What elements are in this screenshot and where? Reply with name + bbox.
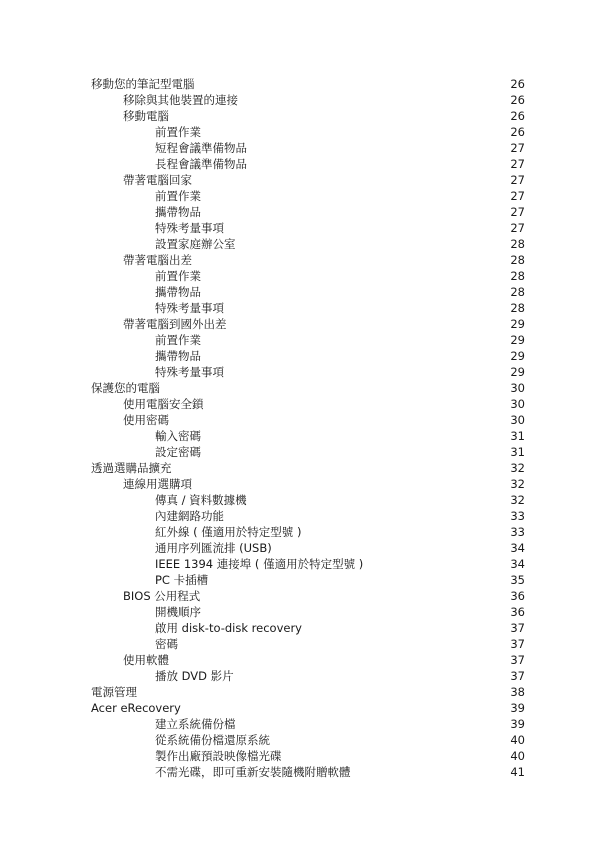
toc-entry-title: 連線用選購項	[123, 477, 192, 491]
toc-entry[interactable]	[0, 684, 604, 700]
toc-entry-title: 內建網路功能	[155, 509, 224, 523]
toc-entry[interactable]	[0, 332, 604, 348]
toc-entry[interactable]	[0, 172, 604, 188]
toc-entry-page-number: 26	[510, 125, 525, 139]
toc-entry-page-number: 31	[510, 445, 525, 459]
toc-entry-page-number: 29	[510, 317, 525, 331]
toc-entry-title: 移動電腦	[123, 109, 169, 123]
toc-entry[interactable]	[0, 92, 604, 108]
toc-entry[interactable]	[0, 204, 604, 220]
toc-entry[interactable]	[0, 300, 604, 316]
toc-entry[interactable]	[0, 108, 604, 124]
toc-entry-title: 保護您的電腦	[91, 381, 160, 395]
toc-entry-page-number: 29	[510, 365, 525, 379]
toc-entry-title: BIOS 公用程式	[123, 589, 201, 603]
toc-entry-title: 建立系統備份檔	[155, 717, 236, 731]
toc-entry-title: 前置作業	[155, 125, 201, 139]
toc-entry[interactable]	[0, 348, 604, 364]
toc-entry-page-number: 37	[510, 621, 525, 635]
toc-entry[interactable]	[0, 268, 604, 284]
toc-entry-title: 攜帶物品	[155, 349, 201, 363]
toc-entry-title: 密碼	[155, 637, 178, 651]
toc-entry-title: IEEE 1394 連接埠 ( 僅適用於特定型號 )	[155, 557, 364, 571]
toc-entry[interactable]	[0, 556, 604, 572]
toc-entry-title: 帶著電腦到國外出差	[123, 317, 227, 331]
toc-entry-page-number: 31	[510, 429, 525, 443]
toc-entry-page-number: 28	[510, 237, 525, 251]
toc-entry-title: 特殊考量事項	[155, 365, 224, 379]
toc-entry-title: 短程會議準備物品	[155, 141, 247, 155]
toc-entry[interactable]	[0, 572, 604, 588]
toc-entry-page-number: 27	[510, 205, 525, 219]
toc-entry-page-number: 37	[510, 637, 525, 651]
toc-entry-title: 使用電腦安全鎖	[123, 397, 204, 411]
toc-entry-title: 移動您的筆記型電腦	[91, 77, 195, 91]
toc-entry[interactable]	[0, 316, 604, 332]
toc-entry[interactable]	[0, 220, 604, 236]
toc-entry-title: 設定密碼	[155, 445, 201, 459]
toc-entry-title: 製作出廠預設映像檔光碟	[155, 749, 282, 763]
toc-entry-page-number: 28	[510, 253, 525, 267]
toc-entry[interactable]	[0, 444, 604, 460]
toc-entry-page-number: 35	[510, 573, 525, 587]
toc-entry[interactable]	[0, 156, 604, 172]
toc-entry[interactable]	[0, 188, 604, 204]
toc-entry[interactable]	[0, 540, 604, 556]
toc-entry[interactable]	[0, 284, 604, 300]
toc-entry-page-number: 37	[510, 669, 525, 683]
toc-entry-page-number: 37	[510, 653, 525, 667]
toc-entry-page-number: 27	[510, 157, 525, 171]
toc-entry[interactable]	[0, 460, 604, 476]
toc-entry-title: 設置家庭辦公室	[155, 237, 236, 251]
toc-entry[interactable]	[0, 428, 604, 444]
toc-entry-title: 前置作業	[155, 269, 201, 283]
toc-entry-page-number: 30	[510, 413, 525, 427]
toc-entry[interactable]	[0, 508, 604, 524]
toc-entry[interactable]	[0, 140, 604, 156]
toc-entry[interactable]	[0, 236, 604, 252]
toc-entry[interactable]	[0, 364, 604, 380]
toc-entry-page-number: 39	[510, 701, 525, 715]
toc-entry-page-number: 30	[510, 397, 525, 411]
toc-entry-title: 傳真 / 資料數據機	[155, 493, 247, 507]
toc-entry-title: 攜帶物品	[155, 285, 201, 299]
toc-entry-title: 使用軟體	[123, 653, 169, 667]
toc-entry-title: 帶著電腦出差	[123, 253, 192, 267]
toc-entry-title: 前置作業	[155, 333, 201, 347]
toc-entry-page-number: 27	[510, 141, 525, 155]
toc-entry-page-number: 40	[510, 733, 525, 747]
toc-entry-page-number: 30	[510, 381, 525, 395]
table-of-contents	[0, 76, 604, 780]
toc-entry-page-number: 41	[510, 765, 525, 779]
toc-entry-page-number: 36	[510, 605, 525, 619]
toc-entry-page-number: 29	[510, 349, 525, 363]
toc-entry-title: 通用序列匯流排 (USB)	[155, 541, 272, 555]
toc-entry[interactable]	[0, 668, 604, 684]
toc-entry-page-number: 36	[510, 589, 525, 603]
toc-entry-title: 使用密碼	[123, 413, 169, 427]
toc-entry-title: 開機順序	[155, 605, 201, 619]
toc-entry-title: 紅外線 ( 僅適用於特定型號 )	[155, 525, 302, 539]
toc-entry-page-number: 33	[510, 509, 525, 523]
toc-entry-page-number: 32	[510, 477, 525, 491]
toc-entry-page-number: 34	[510, 557, 525, 571]
toc-entry-title: 帶著電腦回家	[123, 173, 192, 187]
toc-entry[interactable]	[0, 252, 604, 268]
toc-entry[interactable]	[0, 716, 604, 732]
toc-entry-title: Acer eRecovery	[91, 701, 181, 715]
toc-entry-title: 攜帶物品	[155, 205, 201, 219]
toc-entry-page-number: 27	[510, 173, 525, 187]
toc-entry-page-number: 28	[510, 301, 525, 315]
toc-entry[interactable]	[0, 732, 604, 748]
toc-entry[interactable]	[0, 396, 604, 412]
toc-entry-title: 特殊考量事項	[155, 301, 224, 315]
toc-entry-title: 電源管理	[91, 685, 137, 699]
toc-entry-page-number: 26	[510, 93, 525, 107]
toc-entry-page-number: 26	[510, 109, 525, 123]
toc-entry-title: 啟用 disk-to-disk recovery	[155, 621, 302, 635]
toc-entry-title: 不需光碟，即可重新安裝隨機附贈軟體	[155, 765, 351, 779]
toc-entry[interactable]	[0, 620, 604, 636]
toc-entry[interactable]	[0, 76, 604, 92]
toc-entry-page-number: 34	[510, 541, 525, 555]
toc-entry-page-number: 39	[510, 717, 525, 731]
toc-entry-page-number: 32	[510, 493, 525, 507]
toc-entry[interactable]	[0, 604, 604, 620]
toc-entry[interactable]	[0, 412, 604, 428]
toc-entry-title: 前置作業	[155, 189, 201, 203]
toc-entry[interactable]	[0, 652, 604, 668]
toc-entry[interactable]	[0, 588, 604, 604]
toc-entry-title: 移除與其他裝置的連接	[123, 93, 238, 107]
toc-entry-title: 長程會議準備物品	[155, 157, 247, 171]
toc-entry-page-number: 29	[510, 333, 525, 347]
toc-entry-page-number: 38	[510, 685, 525, 699]
toc-entry-page-number: 27	[510, 221, 525, 235]
toc-entry-page-number: 27	[510, 189, 525, 203]
toc-entry-title: 透過選購品擴充	[91, 461, 172, 475]
toc-entry[interactable]	[0, 524, 604, 540]
toc-entry[interactable]	[0, 476, 604, 492]
toc-entry-title: PC 卡插槽	[155, 573, 209, 587]
toc-entry-page-number: 26	[510, 77, 525, 91]
toc-entry[interactable]	[0, 492, 604, 508]
toc-entry[interactable]	[0, 764, 604, 780]
toc-entry-title: 輸入密碼	[155, 429, 201, 443]
toc-entry[interactable]	[0, 124, 604, 140]
toc-entry[interactable]	[0, 380, 604, 396]
toc-entry-page-number: 28	[510, 285, 525, 299]
toc-entry-page-number: 33	[510, 525, 525, 539]
toc-entry[interactable]	[0, 748, 604, 764]
toc-entry[interactable]	[0, 636, 604, 652]
toc-entry-title: 從系統備份檔還原系統	[155, 733, 270, 747]
toc-entry[interactable]	[0, 700, 604, 716]
toc-entry-page-number: 40	[510, 749, 525, 763]
toc-entry-title: 特殊考量事項	[155, 221, 224, 235]
toc-entry-title: 播放 DVD 影片	[155, 669, 234, 683]
toc-entry-page-number: 32	[510, 461, 525, 475]
toc-entry-page-number: 28	[510, 269, 525, 283]
